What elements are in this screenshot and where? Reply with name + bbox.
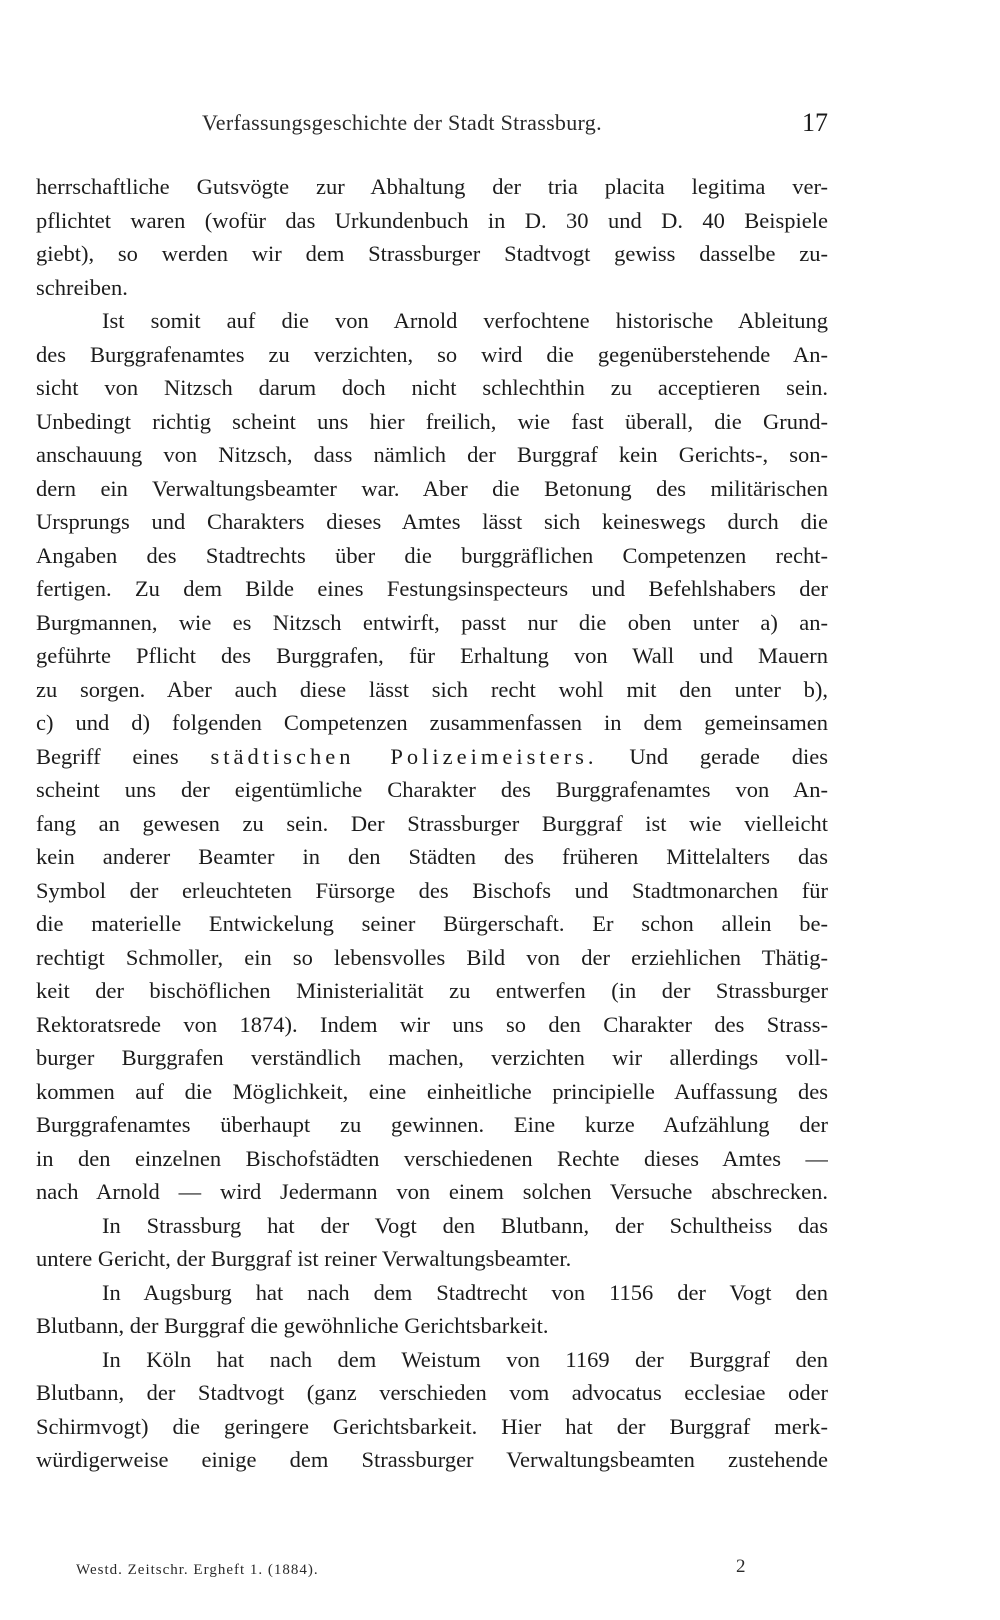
text-line: Ursprungs und Charakters dieses Amtes lässt sich keineswegs durch die	[36, 509, 828, 534]
text-line: fertigen. Zu dem Bilde eines Festungsinspecteurs und Befehlshabers der	[36, 576, 828, 601]
running-title: Verfassungsgeschichte der Stadt Strassburg.	[202, 110, 602, 135]
text-line: in den einzelnen Bischofstädten verschiedenen Rechte dieses Amtes —	[36, 1145, 828, 1171]
page-number: 17	[802, 108, 828, 137]
text-line: pflichtet waren (wofür das Urkundenbuch in D. 30 und D. 40 Beispiele	[36, 207, 828, 233]
text-line: keit der bischöflichen Ministerialität zu entwerfen (in der Strassburger	[36, 978, 828, 1003]
text-line: geführte Pflicht des Burggrafen, für Erhaltung von Wall und Mauern	[36, 643, 828, 668]
text-line: herrschaftliche Gutsvögte zur Abhaltung der tria placita legitima ver-	[36, 174, 828, 199]
text-line: Burggrafenamtes überhaupt zu gewinnen. Eine kurze Aufzählung der	[36, 1112, 828, 1137]
text-line: burger Burggrafen verständlich machen, verzichten wir allerdings voll-	[36, 1045, 828, 1070]
text-line: Symbol der erleuchteten Fürsorge des Bischofs und Stadtmonarchen für	[36, 877, 828, 903]
text-line: scheint uns der eigentümliche Charakter des Burggrafenamtes von An-	[36, 777, 828, 802]
text-line: würdigerweise einige dem Strassburger Verwaltungsbeamten zustehende	[36, 1447, 828, 1472]
text-line: schreiben.	[36, 274, 128, 300]
text-line: des Burggrafenamtes zu verzichten, so wird die gegenüberstehende An-	[36, 341, 828, 367]
text-line: anschauung von Nitzsch, dass nämlich der Burggraf kein Gerichts-, son-	[36, 442, 828, 467]
text-line: untere Gericht, der Burggraf ist reiner Verwaltungsbeamter.	[36, 1246, 572, 1271]
signature-line: Westd. Zeitschr. Ergheft 1. (1884).	[76, 1562, 319, 1578]
text-line: rechtigt Schmoller, ein so lebensvolles Bild von der erziehlichen Thätig-	[36, 944, 828, 970]
text-line: Blutbann, der Stadtvogt (ganz verschieden vom advocatus ecclesiae oder	[36, 1380, 828, 1405]
text-line: nach Arnold — wird Jedermann von einem solchen Versuche abschrecken.	[36, 1179, 828, 1204]
text-line: c) und d) folgenden Competenzen zusammenfassen in dem gemeinsamen	[36, 710, 828, 735]
text-line	[36, 740, 828, 774]
signature-mark: 2	[736, 1556, 746, 1577]
text-line: Blutbann, der Burggraf die gewöhnliche Gerichtsbarkeit.	[36, 1313, 549, 1338]
text-line: giebt), so werden wir dem Strassburger Stadtvogt gewiss dasselbe zu-	[36, 241, 828, 266]
text-line: Ist somit auf die von Arnold verfochtene historische Ableitung	[102, 308, 828, 333]
text-line: In Augsburg hat nach dem Stadtrecht von 1156 der Vogt den	[102, 1279, 828, 1305]
text-line: Burgmannen, wie es Nitzsch entwirft, passt nur die oben unter a) an-	[36, 609, 828, 635]
text-line: Rektoratsrede von 1874). Indem wir uns so den Charakter des Strass-	[36, 1011, 828, 1037]
text-line: kein anderer Beamter in den Städten des früheren Mittelalters das	[36, 844, 828, 869]
text-line: zu sorgen. Aber auch diese lässt sich recht wohl mit den unter b),	[36, 676, 828, 702]
text-line: Schirmvogt) die geringere Gerichtsbarkeit. Hier hat der Burggraf merk-	[36, 1413, 828, 1439]
page-header	[36, 110, 828, 144]
text-segment: Und gerade dies	[629, 743, 828, 769]
text-line: Angaben des Stadtrechts über die burggräflichen Competenzen recht-	[36, 542, 828, 568]
text-line: In Köln hat nach dem Weistum von 1169 der Burggraf den	[102, 1346, 828, 1372]
text-segment: Begriff eines	[36, 743, 179, 769]
text-line: kommen auf die Möglichkeit, eine einheitliche principielle Auffassung des	[36, 1078, 828, 1104]
page-footer	[76, 1556, 776, 1586]
text-line: fang an gewesen zu sein. Der Strassburger Burggraf ist wie vielleicht	[36, 810, 828, 836]
text-line: die materielle Entwickelung seiner Bürgerschaft. Er schon allein be-	[36, 911, 828, 936]
text-line: Unbedingt richtig scheint uns hier freilich, wie fast überall, die Grund-	[36, 408, 828, 434]
text-line: sicht von Nitzsch darum doch nicht schlechthin zu acceptieren sein.	[36, 375, 828, 400]
text-line: In Strassburg hat der Vogt den Blutbann, der Schultheiss das	[102, 1212, 828, 1238]
spaced-emphasis: städtischen Polizeimeisters.	[210, 743, 598, 769]
body-text	[36, 170, 828, 1477]
text-line: dern ein Verwaltungsbeamter war. Aber die Betonung des militärischen	[36, 475, 828, 501]
